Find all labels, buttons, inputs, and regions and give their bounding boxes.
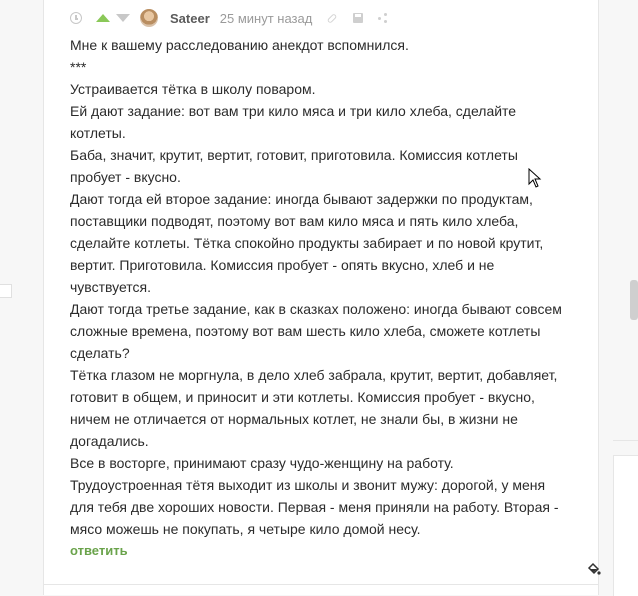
scrollbar-thumb[interactable] bbox=[630, 280, 638, 320]
sidebar-panel bbox=[613, 455, 638, 596]
comment-line: Мне к вашему расследованию анекдот вспомнился. bbox=[70, 37, 409, 53]
comment-line: Дают тогда ей второе задание: иногда бывают задержки по продуктам, поставщики подводят, поэтому вот вам кило мяса и пять кило хлеба, сделайте котлеты. Тётка спокойно продукты забирает и по новой крутит, вертит. Приготовила. Комиссия пробует - опять вкусно, хлеб и не чувствуется. bbox=[70, 191, 544, 295]
share-icon[interactable] bbox=[378, 13, 388, 23]
comment-header bbox=[70, 8, 388, 28]
comment-line: Баба, значит, крутит, вертит, готовит, приготовила. Комиссия котлеты пробует - вкусно. bbox=[70, 147, 518, 185]
card-divider bbox=[44, 584, 598, 585]
comment-line: Дают тогда третье задание, как в сказках положено: иногда бывают совсем сложные времена, поэтому вот вам шесть кило хлеба, сможете котлеты сделать? bbox=[70, 301, 562, 361]
comment-author[interactable]: Sateer bbox=[170, 10, 210, 26]
comment-line: Устраивается тётка в школу поваром. bbox=[70, 81, 316, 97]
comment-body bbox=[70, 34, 570, 540]
avatar[interactable] bbox=[140, 9, 158, 27]
comment-line: *** bbox=[70, 59, 87, 75]
downvote-icon[interactable] bbox=[116, 14, 130, 22]
comment-card bbox=[43, 0, 599, 595]
left-edge-tab[interactable] bbox=[0, 284, 12, 298]
comment-line: Тётка глазом не моргнула, в дело хлеб забрала, крутит, вертит, добавляет, готовит в общем, и приносит и эти котлеты. Комиссия пробует - вкусно, ничем не отличается от нормальных котлет, не знали бы, в жизни не догадались. bbox=[70, 367, 558, 449]
link-icon[interactable] bbox=[326, 12, 338, 24]
comment-line: Ей дают задание: вот вам три кило мяса и три кило хлеба, сделайте котлеты. bbox=[70, 103, 517, 141]
reply-link[interactable]: ответить bbox=[70, 543, 128, 558]
comment-line: Все в восторге, принимают сразу чудо-женщину на работу. bbox=[70, 455, 454, 471]
upvote-icon[interactable] bbox=[96, 14, 110, 22]
comment-time[interactable]: 25 минут назад bbox=[219, 10, 313, 26]
comment-line: Трудоустроенная тётя выходит из школы и звонит мужу: дорогой, у меня для тебя две хороших новости. Первая - меня приняли на работу. Вторая - мясо можешь не покупать, я четыре кило домой несу. bbox=[70, 477, 559, 537]
save-icon[interactable] bbox=[352, 12, 364, 24]
mouse-cursor-icon bbox=[528, 168, 542, 188]
paint-bucket-icon[interactable] bbox=[587, 562, 601, 576]
sidebar-divider bbox=[613, 440, 638, 441]
clock-icon bbox=[70, 12, 82, 24]
